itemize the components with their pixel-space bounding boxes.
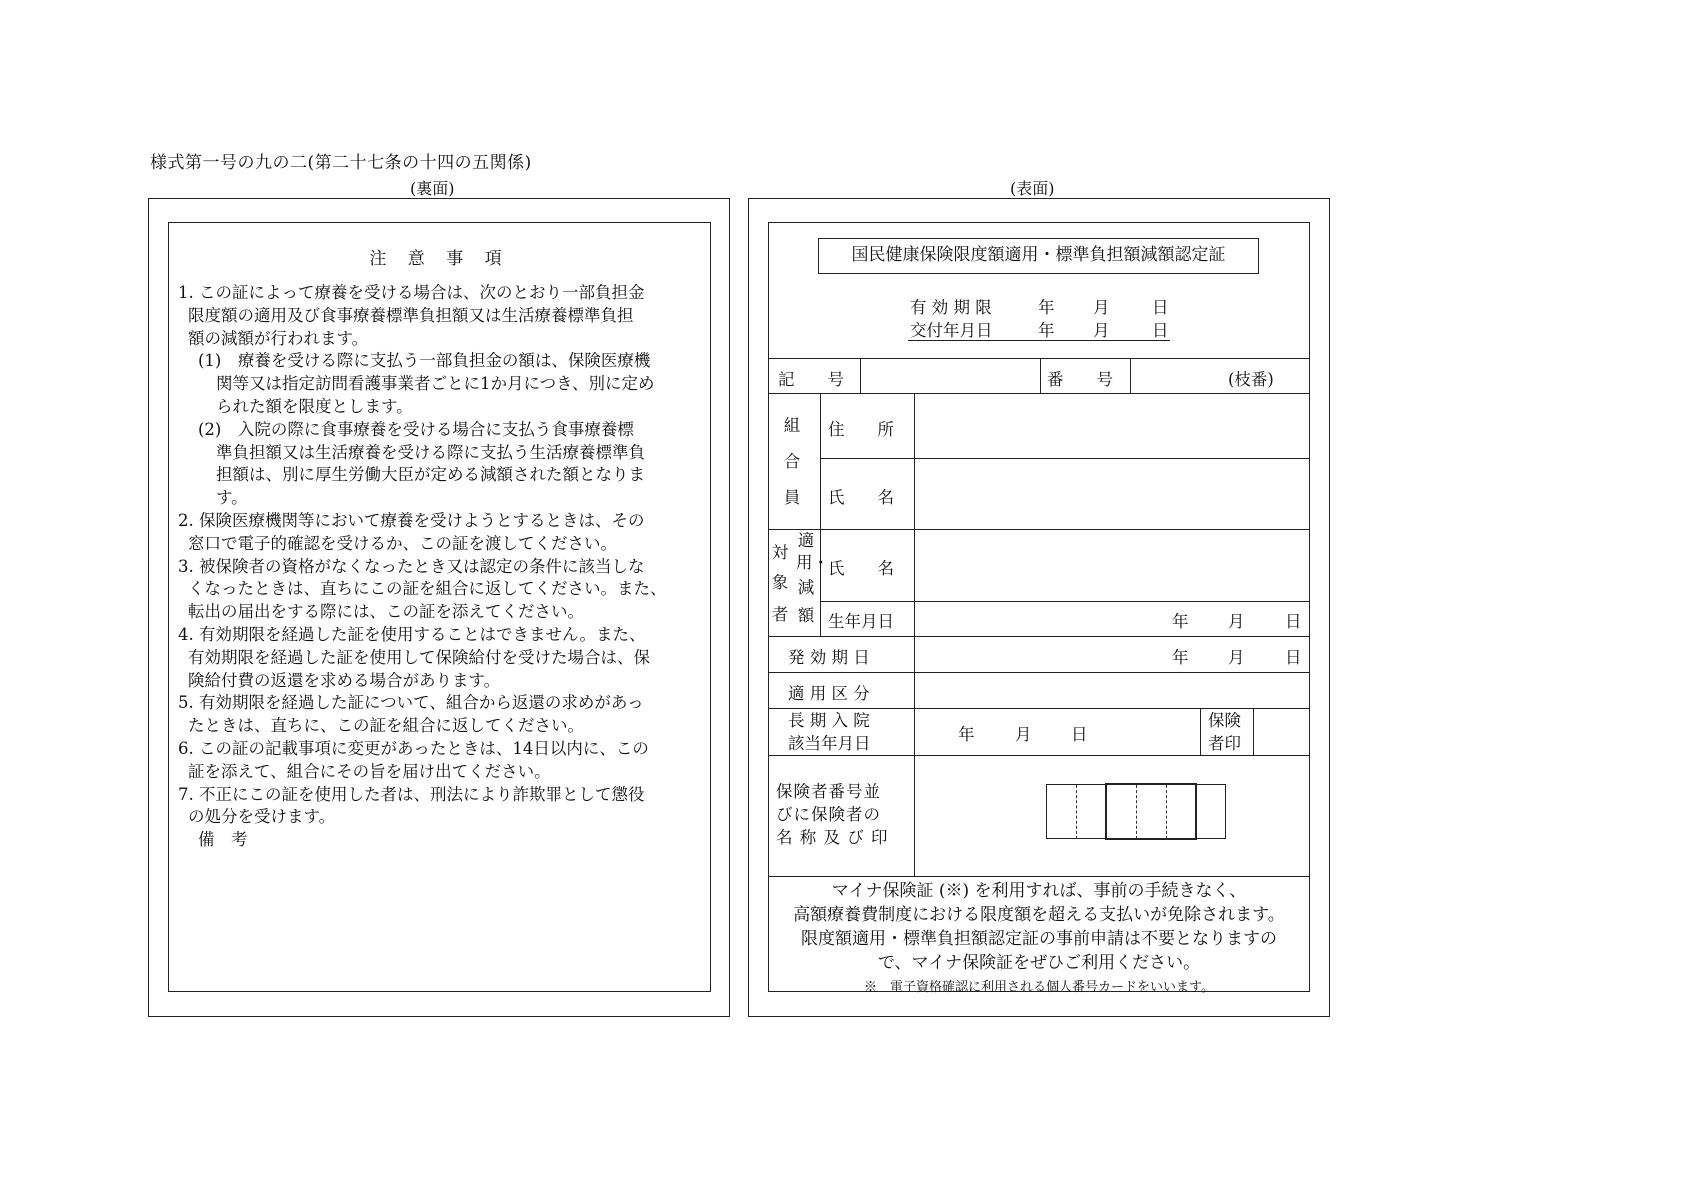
birth-year: 年 — [1172, 612, 1189, 631]
issue-date-day: 日 — [1152, 321, 1169, 340]
target-char-2: 象 — [771, 573, 789, 592]
table-line — [1040, 358, 1041, 393]
valid-until-year: 年 — [1038, 298, 1055, 317]
note-2: 2. 保険医療機関等において療養を受けようとするときは、その 窓口で電子的確認を受けるか、この証を渡してください。 — [178, 510, 645, 553]
long-stay-label: 長 期 入 院 該当年月日 — [788, 711, 871, 753]
table-line — [820, 458, 1310, 459]
insurer-label: 保険者番号並 びに保険者の 名 称 及 び 印 — [776, 782, 889, 847]
remarks-label: 備 考 — [198, 830, 248, 850]
apply-char-1: 適 — [797, 531, 815, 550]
number-label: 番 号 — [1047, 370, 1113, 389]
apply-char-4: 額 — [797, 606, 815, 625]
table-line — [914, 393, 915, 876]
note-1-sub-1: (1) 療養を受ける際に支払う一部負担金の額は、保険医療機 関等又は指定訪問看護事業者ごとに1か月につき、別に定め られた額を限度とします。 — [198, 351, 655, 416]
table-line — [768, 755, 1310, 756]
note-3: 3. 被保険者の資格がなくなったとき又は認定の条件に該当しな くなったときは、直ちにこの証を組合に返してください。また、 転出の届出をする際には、この証を添えてください。 — [178, 556, 667, 622]
long-stay-year: 年 — [958, 725, 975, 744]
birth-day: 日 — [1285, 612, 1302, 631]
note-1-sub-2: (2) 入院の際に食事療養を受ける場合に支払う食事療養標 準負担額又は生活療養を受ける際に支払う生活療養標準負 担額は、別に厚生労働大臣が定める減額された額となりま す。 — [198, 419, 645, 508]
table-line — [820, 601, 1310, 602]
insurer-seal-box — [1105, 783, 1197, 840]
digit-divider — [1136, 785, 1137, 839]
symbol-label: 記 号 — [778, 370, 844, 389]
branch-number-label: (枝番) — [1228, 370, 1274, 389]
member-name-label: 氏 名 — [828, 488, 894, 507]
table-line — [1253, 708, 1254, 755]
long-stay-month: 月 — [1015, 725, 1032, 744]
issue-date-month: 月 — [1093, 321, 1110, 340]
effective-day: 日 — [1285, 648, 1302, 667]
birth-date-label: 生年月日 — [828, 612, 894, 631]
back-side-label: (裏面) — [410, 179, 455, 198]
target-name-label: 氏 名 — [828, 559, 894, 578]
issue-date-year: 年 — [1038, 321, 1055, 340]
issue-date-label: 交付年月日 — [910, 321, 993, 340]
table-line — [820, 393, 821, 636]
notes-heading: 注 意 事 項 — [369, 249, 510, 269]
issue-date-underline — [908, 340, 1170, 341]
notes-list — [178, 282, 706, 852]
member-char-1: 組 — [783, 416, 801, 435]
valid-until-day: 日 — [1152, 298, 1169, 317]
table-line — [768, 393, 1310, 394]
note-5: 5. 有効期限を経過した証について、組合から返還の求めがあっ たときは、直ちに、この証を組合に返してください。 — [178, 693, 644, 736]
digit-divider — [1076, 785, 1077, 839]
table-line — [768, 529, 1310, 530]
member-char-2: 合 — [783, 452, 801, 471]
front-side-label: (表面) — [1010, 179, 1055, 198]
table-line — [768, 672, 1310, 673]
effective-date-label: 発 効 期 日 — [788, 648, 870, 667]
long-stay-day: 日 — [1071, 725, 1088, 744]
table-line — [768, 636, 1310, 637]
table-line — [768, 876, 1310, 877]
effective-month: 月 — [1228, 648, 1245, 667]
insurer-seal-label: 保険 者印 — [1208, 711, 1241, 753]
valid-until-month: 月 — [1093, 298, 1110, 317]
note-4: 4. 有効期限を経過した証を使用することはできません。また、 有効期限を経過した証を使用して保険給付を受けた場合は、保 険給付費の返還を求める場合があります。 — [178, 624, 650, 690]
target-char-3: 者 — [771, 605, 789, 624]
digit-divider — [1166, 785, 1167, 839]
apply-char-2: 用・ — [796, 553, 829, 572]
notice-footnote: ※ 電子資格確認に利用される個人番号カードをいいます。 — [864, 980, 1214, 995]
member-address-label: 住 所 — [828, 420, 894, 439]
target-char-1: 対 — [771, 543, 789, 562]
note-6: 6. この証の記載事項に変更があったときは、14日以内に、この 証を添えて、組合にその旨を届け出てください。 — [178, 738, 649, 781]
form-title: 様式第一号の九の二(第二十七条の十四の五関係) — [150, 153, 532, 173]
member-char-3: 員 — [783, 488, 801, 507]
table-line — [768, 358, 1310, 359]
valid-until-label: 有 効 期 限 — [910, 298, 992, 317]
note-1: 1. この証によって療養を受ける場合は、次のとおり一部負担金 限度額の適用及び食事療養標準負担額又は生活療養標準負担 額の減額が行われます。 — [178, 283, 645, 348]
my-number-notice: マイナ保険証 (※) を利用すれば、事前の手続きなく、 高額療養費制度における限度額を超える支払いが免除されます。 限度額適用・標準負担額認定証の事前申請は不要となりますの で、マイナ保険証をぜひご利用ください。 — [793, 881, 1285, 973]
apply-char-3: 減 — [797, 578, 815, 597]
table-line — [1200, 708, 1201, 755]
effective-year: 年 — [1172, 648, 1189, 667]
card-title: 国民健康保険限度額適用・標準負担額減額認定証 — [818, 238, 1259, 274]
table-line — [1130, 358, 1131, 393]
birth-month: 月 — [1228, 612, 1245, 631]
note-7: 7. 不正にこの証を使用した者は、刑法により詐欺罪として懲役 の処分を受けます。 — [178, 784, 645, 827]
category-label: 適 用 区 分 — [788, 684, 870, 703]
table-line — [860, 358, 861, 393]
